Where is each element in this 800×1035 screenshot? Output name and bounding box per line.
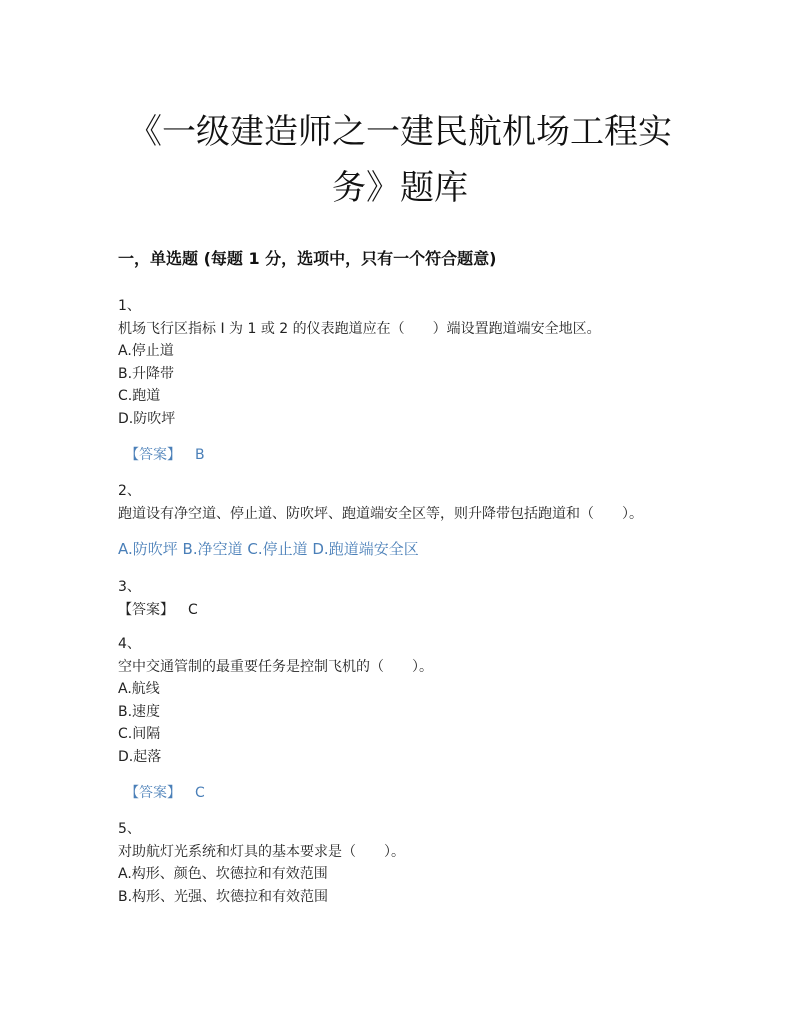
question-4 — [118, 633, 433, 768]
option-a: A.构形、颜色、坎德拉和有效范围 — [118, 866, 328, 882]
option-b: B.速度 — [118, 703, 161, 720]
option-d: D.防吹坪 — [118, 410, 176, 427]
question-number: 5、 — [118, 821, 141, 837]
answer-value: C — [188, 602, 198, 618]
document-title-line-2: 务》题库 — [332, 168, 468, 208]
section-heading: 一，单选题 (每题 1 分，选项中，只有一个符合题意) — [118, 249, 497, 268]
question-number: 2、 — [118, 483, 141, 499]
question-1 — [118, 295, 601, 430]
answer-1 — [125, 444, 205, 464]
question-stem: 对助航灯光系统和灯具的基本要求是（ ）。 — [118, 843, 405, 860]
option-b: B.升降带 — [118, 365, 175, 382]
answer-value: B — [195, 447, 205, 463]
answer-label: 【答案】 — [125, 447, 181, 463]
question-2 — [118, 480, 643, 525]
answer-label: 【答案】 — [118, 602, 174, 618]
question-number: 1、 — [118, 298, 141, 314]
question-3 — [118, 576, 141, 599]
question-2-options: A.防吹坪 B.净空道 C.停止道 D.跑道端安全区 — [118, 540, 419, 558]
option-a: A.航线 — [118, 681, 160, 697]
answer-value: C — [195, 785, 205, 801]
option-c: C.跑道 — [118, 388, 161, 404]
option-b: B.构形、光强、坎德拉和有效范围 — [118, 888, 329, 905]
question-number: 4、 — [118, 636, 141, 652]
option-c: C.间隔 — [118, 726, 161, 742]
answer-4 — [125, 782, 205, 802]
question-stem: 跑道设有净空道、停止道、防吹坪、跑道端安全区等，则升降带包括跑道和（ ）。 — [118, 505, 643, 522]
answer-label: 【答案】 — [125, 785, 181, 801]
option-d: D.起落 — [118, 748, 162, 765]
question-5 — [118, 818, 405, 908]
question-stem: 空中交通管制的最重要任务是控制飞机的（ ）。 — [118, 658, 433, 675]
option-a: A.停止道 — [118, 343, 174, 359]
answer-3 — [118, 599, 198, 619]
document-title-line-1: 《一级建造师之一建民航机场工程实 — [128, 112, 672, 152]
document-title — [100, 104, 700, 216]
question-stem: 机场飞行区指标 I 为 1 或 2 的仪表跑道应在（ ）端设置跑道端安全地区。 — [118, 320, 601, 337]
question-number: 3、 — [118, 579, 141, 595]
